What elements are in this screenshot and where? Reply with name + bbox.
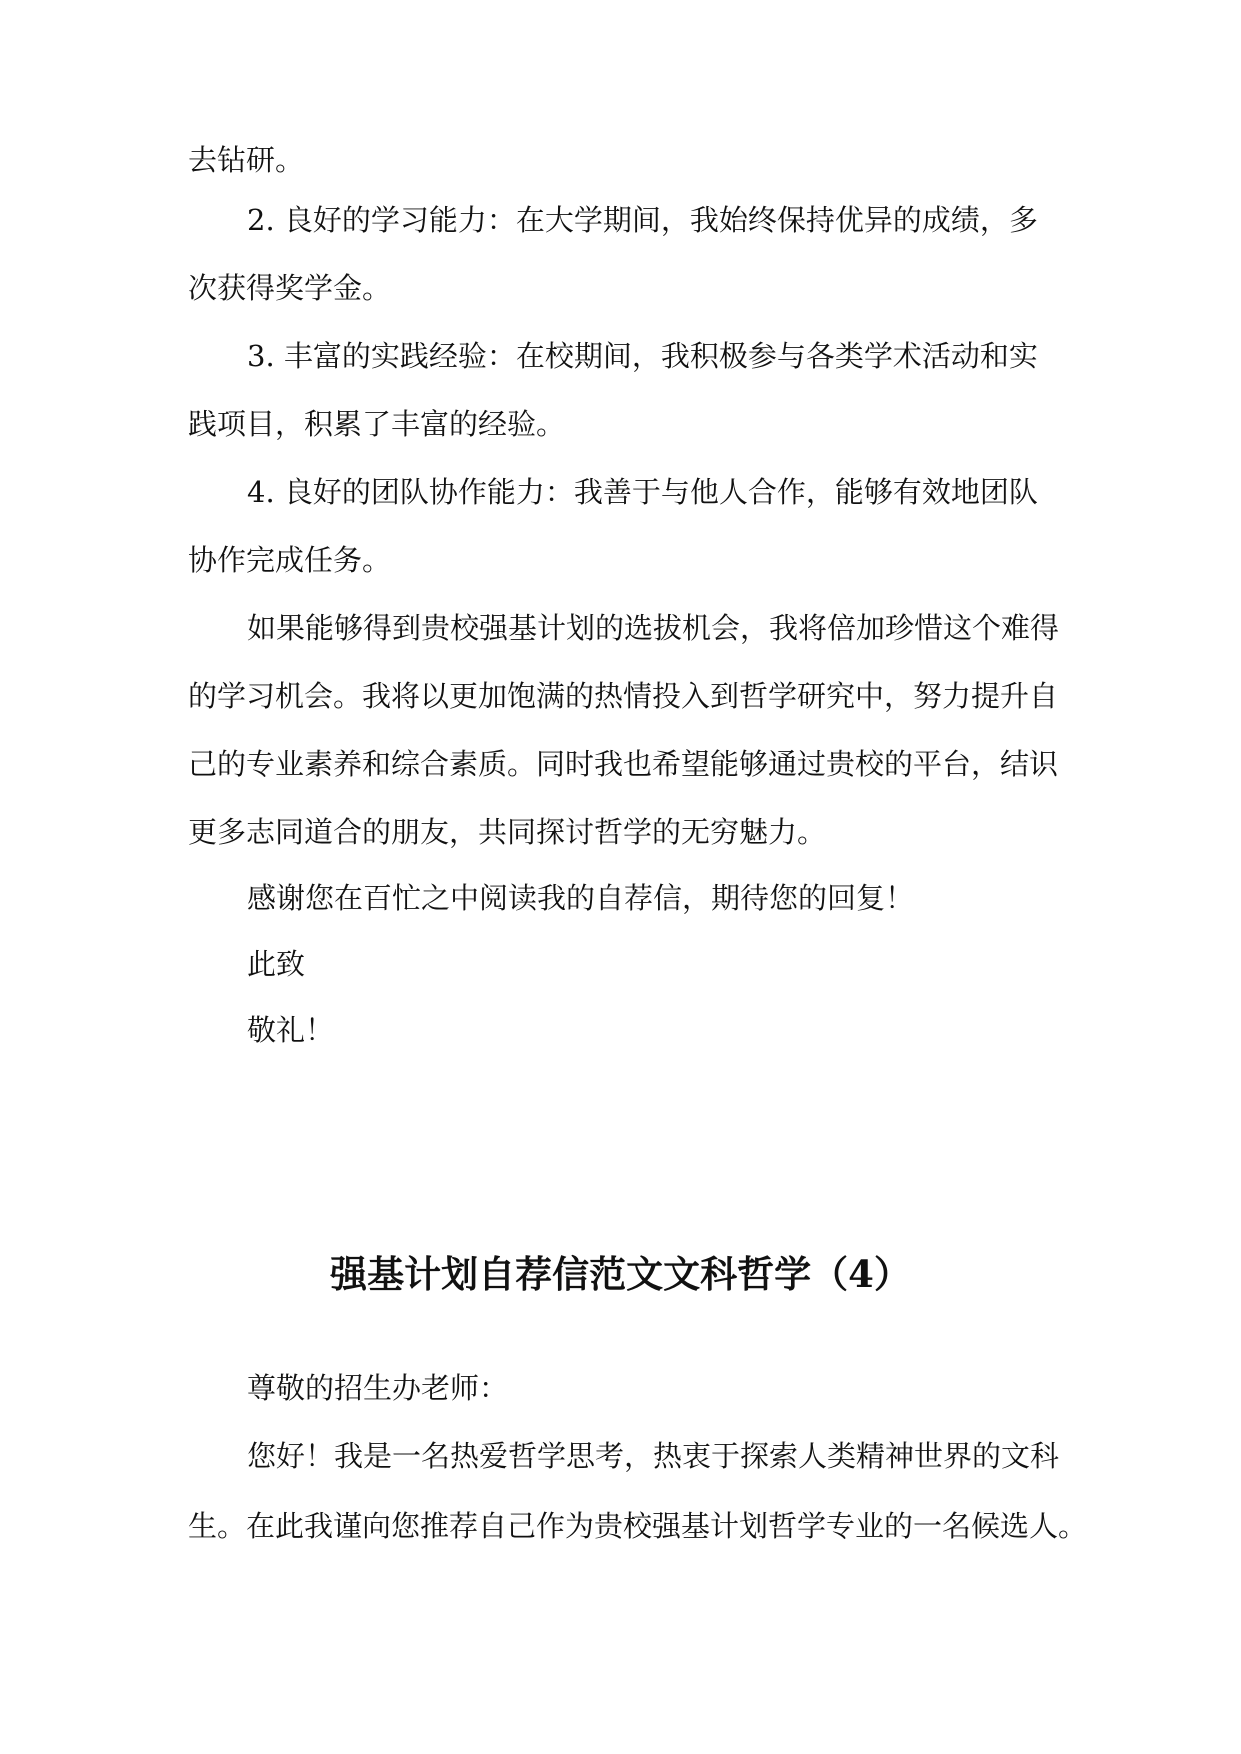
list-item-3: 3. 丰富的实践经验：在校期间，我积极参与各类学术活动和实: [247, 339, 1038, 373]
text-line: 去钻研。: [188, 143, 305, 177]
salutation-line: 敬礼！: [247, 1013, 335, 1047]
text-line: 己的专业素养和综合素质。同时我也希望能够通过贵校的平台，结识: [188, 747, 1059, 781]
text-line: 次获得奖学金。: [188, 271, 392, 305]
text-line: 生。在此我谨向您推荐自己作为贵校强基计划哲学专业的一名候选人。: [188, 1509, 1088, 1543]
closing-line: 感谢您在百忙之中阅读我的自荐信，期待您的回复！: [247, 881, 915, 915]
paragraph-line: 如果能够得到贵校强基计划的选拔机会，我将倍加珍惜这个难得: [247, 611, 1060, 645]
text-line: 协作完成任务。: [188, 543, 392, 577]
text-line: 践项目，积累了丰富的经验。: [188, 407, 566, 441]
list-item-2: 2. 良好的学习能力：在大学期间，我始终保持优异的成绩，多: [247, 203, 1038, 237]
paragraph-line: 您好！我是一名热爱哲学思考，热衷于探索人类精神世界的文科: [247, 1439, 1060, 1473]
text-line: 的学习机会。我将以更加饱满的热情投入到哲学研究中，努力提升自: [188, 679, 1059, 713]
text-line: 更多志同道合的朋友，共同探讨哲学的无穷魅力。: [188, 815, 827, 849]
section-title: 强基计划自荐信范文文科哲学（4）: [330, 1252, 911, 1296]
list-item-4: 4. 良好的团队协作能力：我善于与他人合作，能够有效地团队: [247, 475, 1038, 509]
greeting-line: 尊敬的招生办老师：: [247, 1371, 509, 1405]
salutation-line: 此致: [247, 947, 306, 981]
